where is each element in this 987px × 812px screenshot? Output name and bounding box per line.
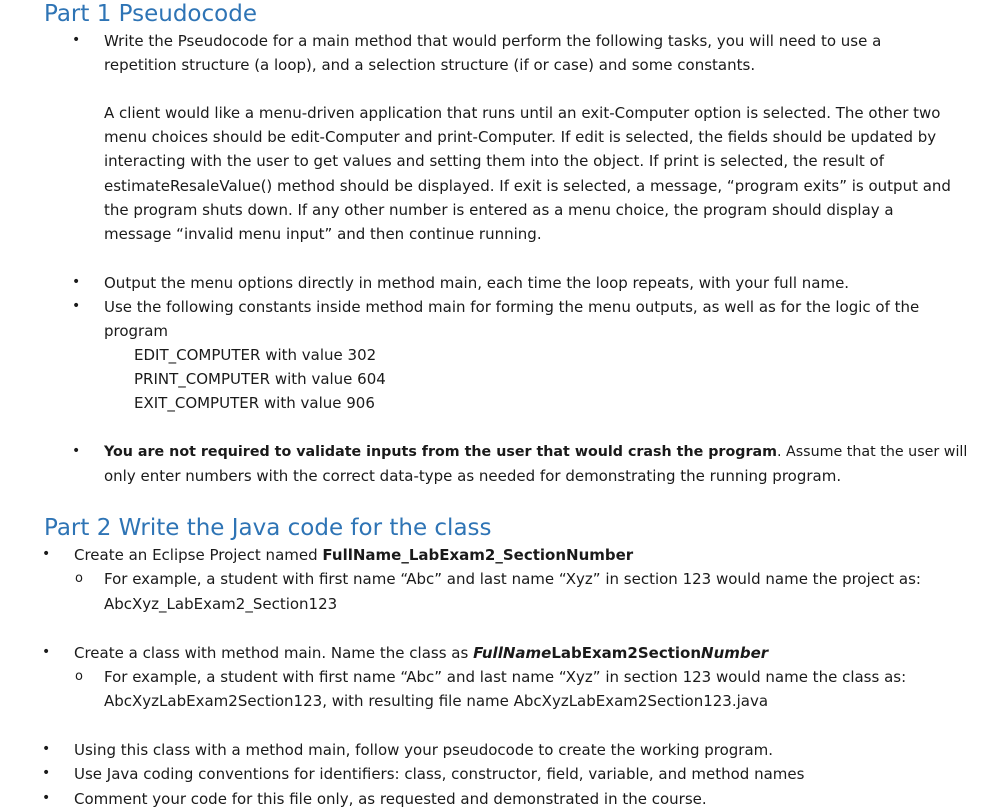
bullet-icon: • xyxy=(42,644,51,660)
part2-bullet2 xyxy=(74,643,768,663)
part2-bullet1-sub-line1: For example, a student with first name “Abc” and last name “Xyz” in section 123 would name the project as: xyxy=(104,570,921,588)
bullet-icon: • xyxy=(42,765,51,781)
bold-italic-text: FullName xyxy=(473,644,552,662)
bold-italic-text: Number xyxy=(701,644,769,662)
bullet-icon: • xyxy=(72,32,81,48)
bullet-icon: • xyxy=(42,546,51,562)
bold-text: FullName_LabExam2_SectionNumber xyxy=(322,546,634,564)
part1-bullet2: Output the menu options directly in method main, each time the loop repeats, with your full name. xyxy=(104,274,850,292)
constant-exit: EXIT_COMPUTER with value 906 xyxy=(134,394,375,412)
sub-bullet-icon: o xyxy=(75,669,83,684)
part1-bullet4-line2: only enter numbers with the correct data-type as needed for demonstrating the running program. xyxy=(104,467,842,485)
bullet-icon: • xyxy=(42,790,51,806)
sub-bullet-icon: o xyxy=(75,571,83,586)
part1-para-line4: estimateResaleValue() method should be displayed. If exit is selected, a message, “program exits” is output and xyxy=(104,177,951,195)
constant-edit: EDIT_COMPUTER with value 302 xyxy=(134,346,377,364)
part2-bullet1-sub-line2: AbcXyz_LabExam2_Section123 xyxy=(104,595,338,613)
part1-bullet3-line1: Use the following constants inside method main for forming the menu outputs, as well as for the logic of the xyxy=(104,298,920,316)
part1-para-line5: the program shuts down. If any other number is entered as a menu choice, the program should display a xyxy=(104,201,894,219)
part1-para-line2: menu choices should be edit-Computer and print-Computer. If edit is selected, the fields should be updated by xyxy=(104,128,937,146)
part2-bullet4: Use Java coding conventions for identifiers: class, constructor, field, variable, and method names xyxy=(74,765,805,783)
plain-text: Create an Eclipse Project named xyxy=(74,546,323,564)
constant-print: PRINT_COMPUTER with value 604 xyxy=(134,370,386,388)
part2-bullet2-sub-line1: For example, a student with first name “Abc” and last name “Xyz” in section 123 would name the class as: xyxy=(104,668,907,686)
part2-bullet1 xyxy=(74,545,633,565)
part1-bullet3-line2: program xyxy=(104,322,169,340)
part2-bullet5: Comment your code for this file only, as requested and demonstrated in the course. xyxy=(74,790,707,808)
part1-bullet4-line1 xyxy=(104,442,967,462)
bullet-icon: • xyxy=(72,274,81,290)
part1-para-line6: message “invalid menu input” and then continue running. xyxy=(104,225,542,243)
part1-heading: Part 1 Pseudocode xyxy=(44,1,257,27)
plain-text: . Assume that the user will xyxy=(776,444,968,460)
part1-bullet1-line2: repetition structure (a loop), and a selection structure (if or case) and some constants. xyxy=(104,56,756,74)
plain-text: Create a class with method main. Name the class as xyxy=(74,644,474,662)
bullet-icon: • xyxy=(72,443,81,459)
part1-para-line3: interacting with the user to get values and setting them into the object. If print is selected, the result of xyxy=(104,152,885,170)
part2-bullet2-sub-line2: AbcXyzLabExam2Section123, with resulting file name AbcXyzLabExam2Section123.java xyxy=(104,692,769,710)
bold-text: You are not required to validate inputs from the user that would crash the program xyxy=(104,444,777,460)
part1-para-line1: A client would like a menu-driven application that runs until an exit-Computer option is selected. The other two xyxy=(104,104,941,122)
bullet-icon: • xyxy=(42,741,51,757)
bold-text: LabExam2Section xyxy=(551,644,702,662)
part2-heading: Part 2 Write the Java code for the class xyxy=(44,515,492,541)
part2-bullet3: Using this class with a method main, follow your pseudocode to create the working program. xyxy=(74,741,774,759)
part1-bullet1-line1: Write the Pseudocode for a main method that would perform the following tasks, you will need to use a xyxy=(104,32,882,50)
bullet-icon: • xyxy=(72,298,81,314)
